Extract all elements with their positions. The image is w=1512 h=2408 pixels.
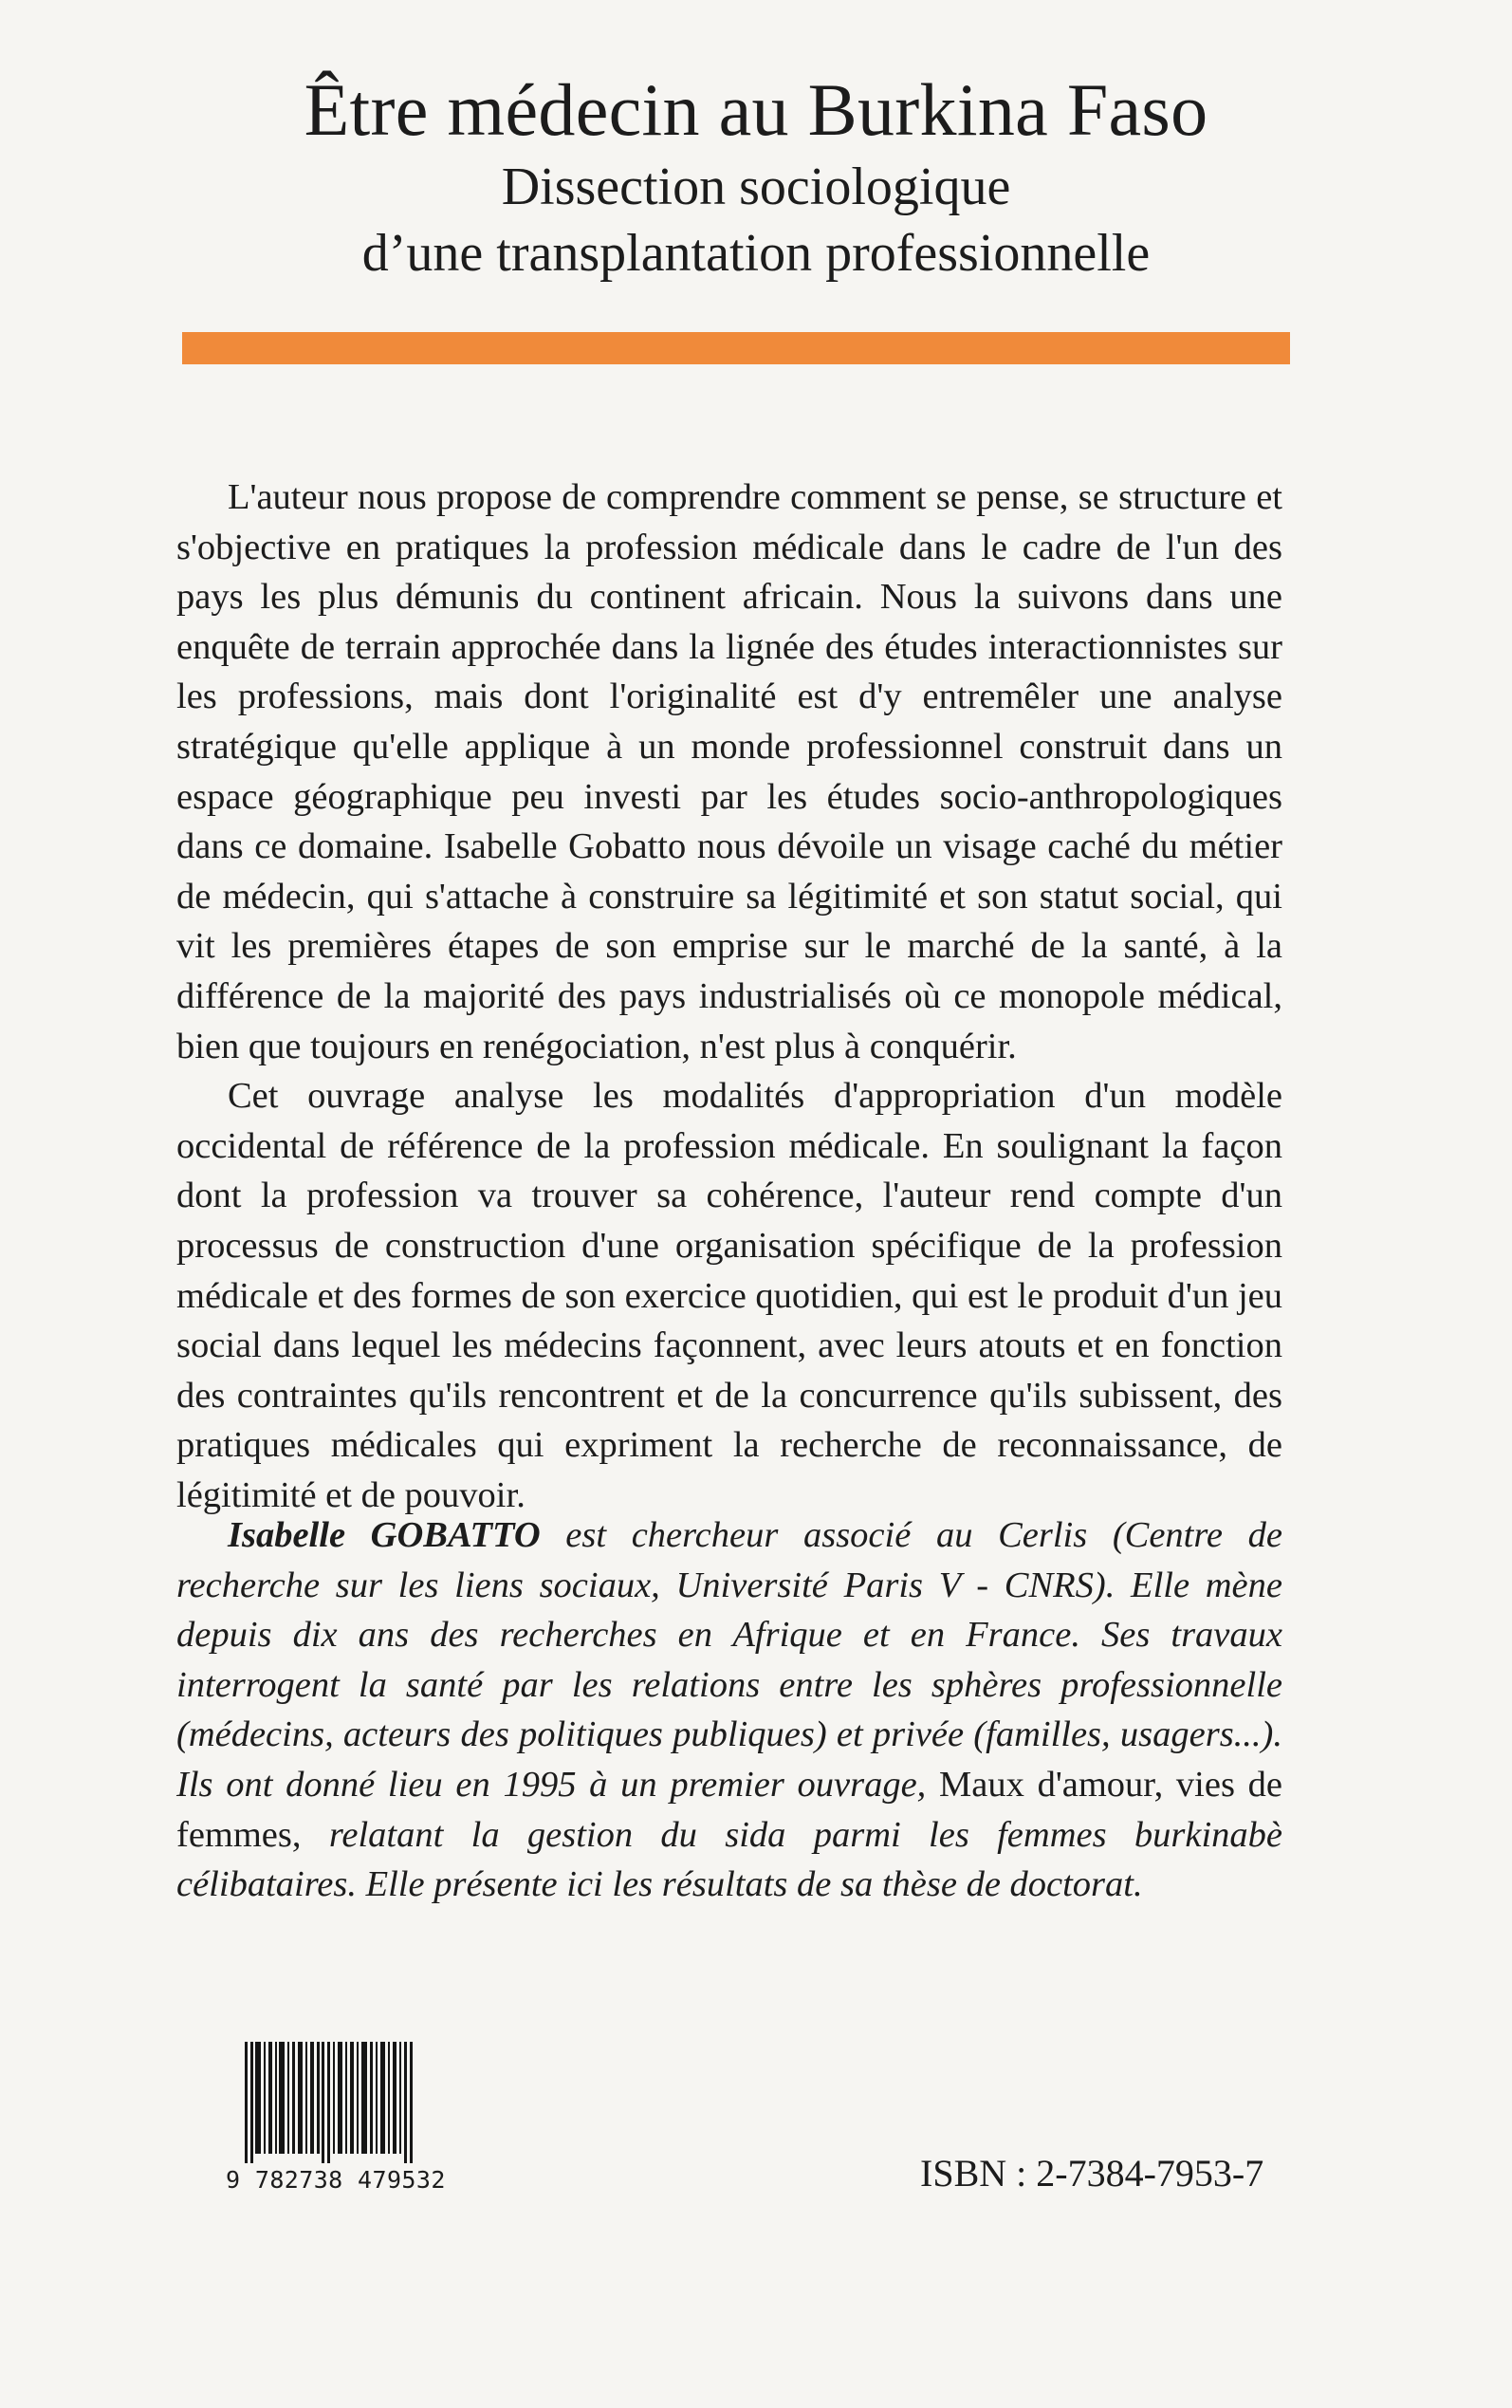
author-bio-text-1: est chercheur associé au Cerlis (Centre de recherche sur les liens sociaux, Université Paris V - CNRS). Elle mène depuis dix ans des recherches en Afrique et en France. Ses travaux interrogent la santé par les relations entre les sphères professionnelle (médecins, acteurs des politiques publiques) et privée (familles, usagers...). Ils ont donné lieu en 1995 à un premier ouvrage, — [176, 1515, 1282, 1805]
barcode-bars-icon — [226, 2042, 429, 2163]
author-bio — [176, 1510, 1282, 1910]
book-subtitle-line-1: Dissection sociologique — [501, 157, 1011, 216]
barcode — [226, 2042, 446, 2205]
isbn: ISBN : 2-7384-7953-7 — [920, 2152, 1264, 2195]
author-name: Isabelle GOBATTO — [228, 1515, 541, 1555]
barcode-number: 9 782738 479532 — [226, 2166, 446, 2194]
title-block — [0, 66, 1512, 287]
orange-divider-bar — [182, 332, 1290, 364]
previous-book-title: Maux d'amour, vies de femmes, — [176, 1764, 1282, 1855]
summary-paragraph-1: L'auteur nous propose de comprendre comment se pense, se structure et s'objective en pratiques la profession médicale dans le cadre de l'un des pays les plus démunis du continent africain. Nous la suivons dans une enquête de terrain approchée dans la lignée des études interactionnistes sur les professions, mais dont l'originalité est d'y entremêler une analyse stratégique qu'elle applique à un monde professionnel construit dans un espace géographique peu investi par les études socio-anthropologiques dans ce domaine. Isabelle Gobatto nous dévoile un visage caché du métier de médecin, qui s'attache à construire sa légitimité et son statut social, qui vit les premières étapes de son emprise sur le marché de la santé, à la différence de la majorité des pays industrialisés où ce monopole médical, bien que toujours en renégociation, n'est plus à conquérir. — [176, 477, 1282, 1066]
author-bio-text-2: relatant la gestion du sida parmi les femmes burkinabè célibataires. Elle présente ici les résultats de sa thèse de doctorat. — [176, 1814, 1282, 1905]
summary-paragraph-2: Cet ouvrage analyse les modalités d'appropriation d'un modèle occidental de référence de la profession médicale. En soulignant la façon dont la profession va trouver sa cohérence, l'auteur rend compte d'un processus de construction d'une organisation spécifique de la profession médicale et des formes de son exercice quotidien, qui est le produit d'un jeu social dans lequel les médecins façonnent, avec leurs atouts et en fonction des contraintes qu'ils rencontrent et de la concurrence qu'ils subissent, des pratiques médicales qui expriment la recherche de reconnaissance, de légitimité et de pouvoir. — [176, 1076, 1282, 1515]
book-subtitle-line-2: d’une transplantation professionnelle — [361, 224, 1151, 283]
book-summary — [176, 472, 1282, 1520]
book-title: Être médecin au Burkina Faso — [304, 68, 1208, 151]
